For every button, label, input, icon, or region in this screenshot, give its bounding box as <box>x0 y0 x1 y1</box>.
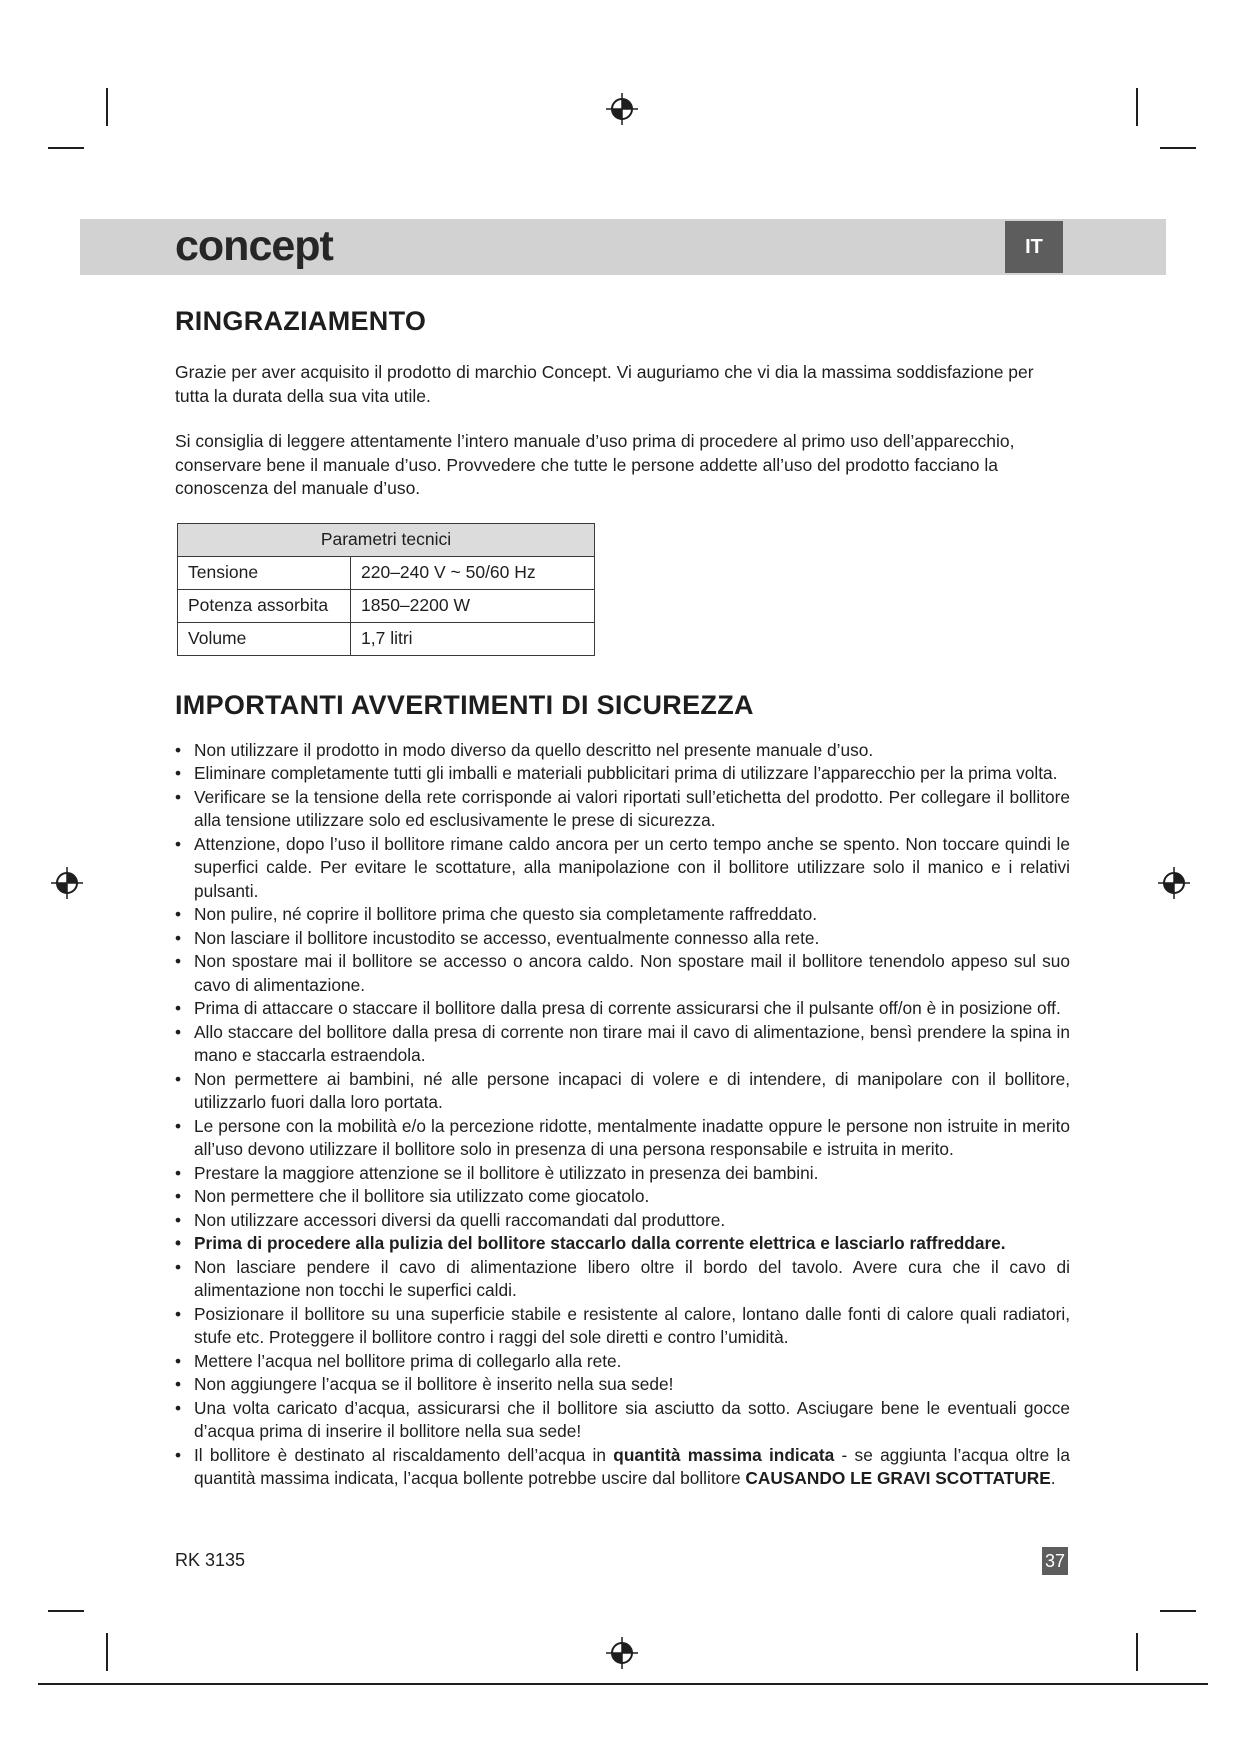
registration-mark-icon <box>50 866 84 900</box>
spec-value: 220–240 V ~ 50/60 Hz <box>351 556 595 589</box>
list-item: • Le persone con la mobilità e/o la percezione ridotte, mentalmente inadatte oppure le persone non istruite in merito all’uso devono utilizzare il bollitore solo in presenza di una persona responsabile e istruita in merito. <box>175 1115 1070 1162</box>
crop-mark <box>1136 88 1138 126</box>
spec-label: Tensione <box>178 556 351 589</box>
specs-header: Parametri tecnici <box>178 523 595 556</box>
list-item: • Prima di attaccare o staccare il bollitore dalla presa di corrente assicurarsi che il pulsante off/on è in posizione off. <box>175 997 1070 1021</box>
manual-paragraph: Si consiglia di leggere attentamente l’intero manuale d’uso prima di procedere al primo uso dell’apparecchio, conservare bene il manuale d’uso. Provvedere che tutte le persone addette all’uso del prodotto facciano la conoscenza del manuale d’uso. <box>175 431 1015 498</box>
capacity-text: Il bollitore è destinato al riscaldamento dell’acqua in <box>194 1444 607 1465</box>
thanks-heading: RINGRAZIAMENTO <box>175 306 427 336</box>
page-content <box>175 306 1070 1491</box>
safety-heading: IMPORTANTI AVVERTIMENTI DI SICUREZZA <box>175 689 754 720</box>
spec-label: Volume <box>178 622 351 655</box>
capacity-text: . <box>1050 1468 1056 1488</box>
specs-header-row <box>178 523 595 556</box>
crop-mark <box>1160 1610 1196 1612</box>
list-item: • Non spostare mai il bollitore se accesso o ancora caldo. Non spostare mail il bollitore tenendolo appeso sul suo cavo di alimentazione. <box>175 950 1070 997</box>
list-item: • Posizionare il bollitore su una superficie stabile e resistente al calore, lontano dalle fonti di calore quali radiatori, stufe etc. Proteggere il bollitore contro i raggi del sole diretti e contro l’umidità. <box>175 1303 1070 1350</box>
spec-value: 1850–2200 W <box>351 589 595 622</box>
table-row <box>178 622 595 655</box>
list-item: • Non permettere che il bollitore sia utilizzato come giocatolo. <box>175 1185 1070 1209</box>
list-item: • Allo staccare del bollitore dalla presa di corrente non tirare mai il cavo di alimentazione, bensì prendere la spina in mano e staccarla estraendola. <box>175 1021 1070 1068</box>
capacity-bold: quantità massima indicata <box>613 1444 835 1465</box>
registration-mark-icon <box>605 92 639 126</box>
brand-logo: concept <box>175 222 333 270</box>
list-item: • Mettere l’acqua nel bollitore prima di collegarlo alla rete. <box>175 1350 1070 1374</box>
capacity-warning-bold: CAUSANDO LE GRAVI SCOTTATURE <box>745 1468 1051 1488</box>
list-item-capacity <box>175 1444 1070 1491</box>
list-item: • Prestare la maggiore attenzione se il bollitore è utilizzato in presenza dei bambini. <box>175 1162 1070 1186</box>
language-badge: IT <box>1005 221 1063 273</box>
list-item: • Non pulire, né coprire il bollitore prima che questo sia completamente raffreddato. <box>175 903 1070 927</box>
specs-table <box>177 523 595 656</box>
model-number: RK 3135 <box>175 1550 246 1570</box>
crop-mark <box>1160 147 1196 149</box>
list-item: • Non lasciare pendere il cavo di alimentazione libero oltre il bordo del tavolo. Avere cura che il cavo di alimentazione non tocchi le superfici caldi. <box>175 1256 1070 1303</box>
crop-mark <box>106 88 108 126</box>
list-item: • Eliminare completamente tutti gli imballi e materiali pubblicitari prima di utilizzare l’apparecchio per la prima volta. <box>175 762 1070 786</box>
list-item: • Attenzione, dopo l’uso il bollitore rimane caldo ancora per un certo tempo anche se spento. Non toccare quindi le superfici calde. Per evitare le scottature, alla manipolazione con il bollitore utilizzare solo il manico e i relativi pulsanti. <box>175 833 1070 904</box>
list-item: • Non aggiungere l’acqua se il bollitore è inserito nella sua sede! <box>175 1373 1070 1397</box>
list-item: • Non lasciare il bollitore incustodito se accesso, eventualmente connesso alla rete. <box>175 927 1070 951</box>
registration-mark-icon <box>605 1636 639 1670</box>
list-item: • Non utilizzare accessori diversi da quelli raccomandati dal produttore. <box>175 1209 1070 1233</box>
crop-mark <box>1136 1633 1138 1671</box>
safety-list <box>175 739 1070 1491</box>
list-item: • Una volta caricato d’acqua, assicurarsi che il bollitore sia asciutto da sotto. Asciugare bene le eventuali gocce d’acqua prima di inserire il bollitore nella sua sede! <box>175 1397 1070 1444</box>
table-row <box>178 589 595 622</box>
bottom-rule <box>38 1683 1208 1685</box>
list-item-bold: • Prima di procedere alla pulizia del bollitore staccarlo dalla corrente elettrica e lasciarlo raffreddare. <box>175 1232 1070 1256</box>
table-row <box>178 556 595 589</box>
list-item: • Non permettere ai bambini, né alle persone incapaci di volere e di intendere, di manipolare con il bollitore, utilizzarlo fuori dalla loro portata. <box>175 1068 1070 1115</box>
spec-label: Potenza assorbita <box>178 589 351 622</box>
thanks-paragraph: Grazie per aver acquisito il prodotto di marchio Concept. Vi auguriamo che vi dia la massima soddisfazione per tutta la durata della sua vita utile. <box>175 362 1034 406</box>
capacity-text: - se aggiunta l’acqua oltre la quantità massima indicata, l’acqua bollente potrebbe uscire dal bollitore <box>194 1444 1070 1488</box>
page-number: 37 <box>1042 1547 1068 1575</box>
crop-mark <box>106 1633 108 1671</box>
crop-mark <box>48 1610 84 1612</box>
spec-value: 1,7 litri <box>351 622 595 655</box>
registration-mark-icon <box>1157 866 1191 900</box>
list-item: • Verificare se la tensione della rete corrisponde ai valori riportati sull’etichetta del prodotto. Per collegare il bollitore alla tensione utilizzare solo ed esclusivamente le prese di sicurezza. <box>175 786 1070 833</box>
crop-mark <box>48 147 84 149</box>
list-item: • Non utilizzare il prodotto in modo diverso da quello descritto nel presente manuale d’uso. <box>175 739 1070 763</box>
